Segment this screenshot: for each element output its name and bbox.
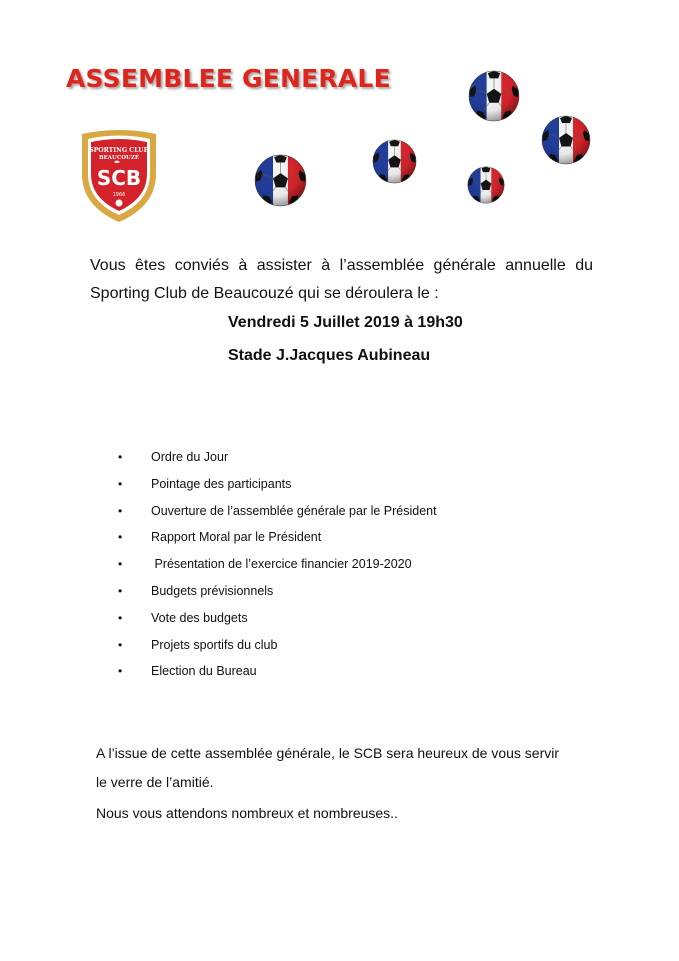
agenda-item-label: Vote des budgets	[151, 610, 248, 625]
soccer-ball-icon	[254, 154, 307, 207]
list-item	[118, 609, 437, 636]
agenda-item-label: Projets sportifs du club	[151, 637, 278, 652]
logo-year: 1966	[112, 192, 126, 198]
list-item	[118, 475, 437, 502]
closing-line-3: Nous vous attendons nombreux et nombreuses..	[96, 805, 398, 821]
bullet: •	[118, 530, 123, 545]
bullet: •	[118, 610, 123, 625]
list-item	[118, 662, 437, 689]
agenda-item-label: Pointage des participants	[151, 476, 292, 491]
intro-paragraph: Vous êtes conviés à assister à l’assemblée générale annuelle du Sporting Club de Beaucouzé qui se déroulera le :	[90, 257, 593, 302]
soccer-ball-icon	[541, 115, 591, 165]
soccer-ball-icon	[468, 70, 520, 122]
logo-top-text: SPORTING CLUB	[89, 147, 149, 154]
list-item	[118, 528, 437, 555]
bullet: •	[118, 503, 123, 518]
club-logo	[78, 128, 160, 224]
logo-initials: SCB	[96, 166, 142, 190]
bullet: •	[118, 557, 123, 572]
list-item	[118, 448, 437, 475]
list-item	[118, 636, 437, 663]
closing-line-2: le verre de l’amitié.	[96, 774, 214, 790]
soccer-ball-icon	[372, 139, 417, 184]
agenda-list	[118, 448, 437, 689]
bullet: •	[118, 476, 123, 491]
agenda-item-label: Présentation de l’exercice financier 2019-2020	[151, 557, 412, 572]
agenda-item-label: Budgets prévisionnels	[151, 583, 274, 598]
bullet: •	[118, 637, 123, 652]
bullet: •	[118, 664, 123, 679]
list-item	[118, 502, 437, 529]
page-title: ASSEMBLEE GENERALE	[66, 64, 391, 93]
agenda-item-label: Ouverture de l’assemblée générale par le Président	[151, 503, 437, 518]
event-date: Vendredi 5 Juillet 2019 à 19h30	[228, 314, 463, 331]
agenda-item-label: Rapport Moral par le Président	[151, 530, 322, 545]
agenda-item-label: Ordre du Jour	[151, 450, 229, 464]
soccer-ball-icon	[467, 166, 505, 204]
closing-line-1: A l’issue de cette assemblée générale, le SCB sera heureux de vous servir	[96, 745, 560, 761]
logo-sub-text: BEAUCOUZÉ	[98, 155, 140, 161]
list-item	[118, 555, 437, 582]
event-location: Stade J.Jacques Aubineau	[228, 347, 431, 364]
agenda-item-label: Election du Bureau	[151, 664, 257, 679]
bullet: •	[118, 450, 123, 464]
bullet: •	[118, 583, 123, 598]
list-item	[118, 582, 437, 609]
